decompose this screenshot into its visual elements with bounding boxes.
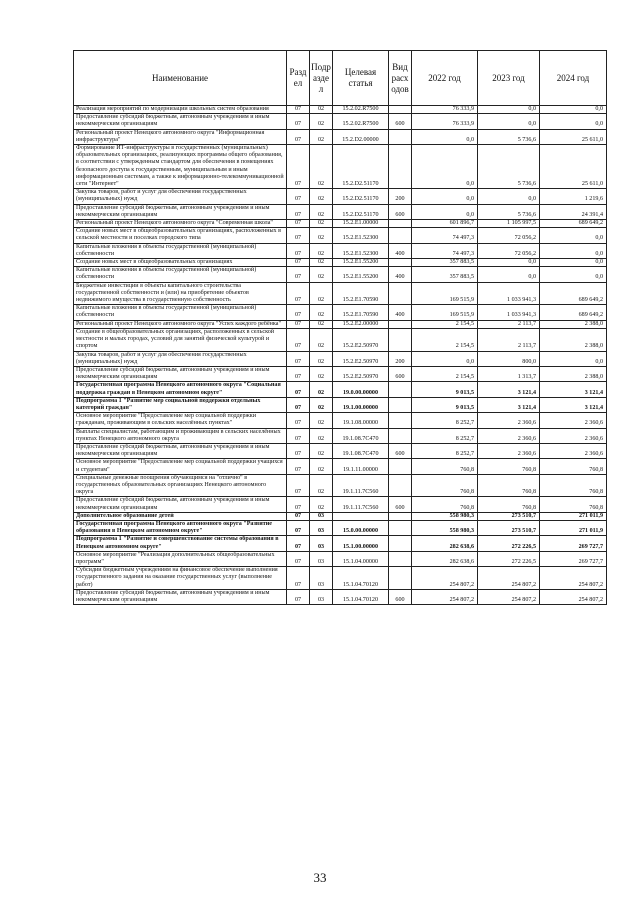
cell-podrazdel: 02 (310, 320, 333, 328)
cell-2023: 272 226,5 (478, 551, 540, 566)
cell-2023: 760,8 (478, 474, 540, 497)
table-row (74, 382, 607, 397)
cell-name: Основное мероприятие "Предоставление мер социальной поддержки гражданам, проживающим в сельских населённых пунктах" (74, 413, 287, 428)
cell-target: 19.1.00.00000 (333, 397, 389, 412)
cell-target: 15.2.D2.51170 (333, 204, 389, 219)
cell-target: 19.1.08.7С470 (333, 443, 389, 458)
cell-2024: 3 121,4 (540, 382, 607, 397)
cell-name: Предоставление субсидий бюджетным, автономным учреждениям и иным некоммерческим организациям (74, 497, 287, 512)
cell-target: 15.0.00.00000 (333, 520, 389, 535)
table-row (74, 114, 607, 129)
cell-2023: 1 033 941,3 (478, 305, 540, 320)
cell-podrazdel: 02 (310, 443, 333, 458)
cell-vid: 600 (389, 443, 412, 458)
cell-razdel: 07 (287, 259, 310, 267)
cell-podrazdel: 02 (310, 497, 333, 512)
cell-vid (389, 228, 412, 243)
cell-2023: 254 807,2 (478, 567, 540, 590)
cell-podrazdel: 02 (310, 114, 333, 129)
cell-vid (389, 328, 412, 351)
cell-2022: 254 807,2 (412, 567, 478, 590)
cell-target: 15.2.E2.50970 (333, 366, 389, 381)
cell-2023: 3 121,4 (478, 397, 540, 412)
cell-2024: 3 121,4 (540, 397, 607, 412)
cell-razdel: 07 (287, 589, 310, 604)
cell-2024: 1 219,6 (540, 189, 607, 204)
cell-vid (389, 413, 412, 428)
cell-name: Предоставление субсидий бюджетным, автономным учреждениям и иным некоммерческим организациям (74, 443, 287, 458)
cell-podrazdel: 03 (310, 520, 333, 535)
cell-podrazdel: 02 (310, 267, 333, 282)
cell-razdel: 07 (287, 428, 310, 443)
cell-vid (389, 145, 412, 189)
cell-target: 15.1.04.70120 (333, 589, 389, 604)
cell-razdel: 07 (287, 567, 310, 590)
cell-podrazdel: 02 (310, 129, 333, 144)
cell-podrazdel: 03 (310, 536, 333, 551)
cell-2022: 254 807,2 (412, 589, 478, 604)
cell-vid (389, 382, 412, 397)
cell-razdel: 07 (287, 282, 310, 305)
cell-target: 15.2.D2.00000 (333, 129, 389, 144)
cell-target: 15.2.E1.00000 (333, 220, 389, 228)
cell-2024: 0,0 (540, 243, 607, 258)
cell-2024: 689 649,2 (540, 282, 607, 305)
header-vid: Вид расх одов (389, 51, 412, 106)
cell-name: Региональный проект Ненецкого автономного округа "Успех каждого ребёнка" (74, 320, 287, 328)
cell-2022: 0,0 (412, 351, 478, 366)
cell-podrazdel: 02 (310, 397, 333, 412)
cell-vid (389, 536, 412, 551)
cell-podrazdel: 03 (310, 567, 333, 590)
cell-2024: 0,0 (540, 106, 607, 114)
cell-razdel: 07 (287, 129, 310, 144)
header-target: Целевая статья (333, 51, 389, 106)
cell-vid: 600 (389, 204, 412, 219)
cell-2024: 24 391,4 (540, 204, 607, 219)
cell-name: Основное мероприятие "Предоставление мер социальной поддержки учащихся и студентам" (74, 459, 287, 474)
cell-name: Подпрограмма 1 "Развитие и совершенствование системы образования в Ненецком автономном округе" (74, 536, 287, 551)
cell-razdel: 07 (287, 512, 310, 520)
cell-podrazdel: 02 (310, 351, 333, 366)
cell-podrazdel: 02 (310, 204, 333, 219)
cell-name: Основное мероприятие "Реализация дополнительных общеобразовательных программ" (74, 551, 287, 566)
cell-name: Предоставление субсидий бюджетным, автономным учреждениям и иным некоммерческим организациям (74, 114, 287, 129)
cell-2024: 760,8 (540, 459, 607, 474)
cell-2024: 2 388,0 (540, 328, 607, 351)
cell-name: Создание новых мест в общеобразовательных организациях (74, 259, 287, 267)
cell-2023: 0,0 (478, 106, 540, 114)
cell-razdel: 07 (287, 204, 310, 219)
cell-name: Формирование ИТ-инфраструктуры в государственных (муниципальных) образовательных организациях, реализующих программы общего образования, в соответствии с утвержденным стандартом для обеспечения в помещениях безопасного доступа к государственным, муниципальным и иным информационным системам, а также к информационно-телекоммуникационной сети "Интернет" (74, 145, 287, 189)
cell-target: 15.2.02.R7500 (333, 114, 389, 129)
cell-2024: 269 727,7 (540, 551, 607, 566)
table-row (74, 189, 607, 204)
cell-target: 15.1.00.00000 (333, 536, 389, 551)
table-row (74, 305, 607, 320)
table-row (74, 129, 607, 144)
cell-name: Создание в общеобразовательных организациях, расположенных в сельской местности и малых городах, условий для занятий физической культурой и спортом (74, 328, 287, 351)
cell-name: Государственная программа Ненецкого автономного округа "Развитие образования в Ненецком автономном округе" (74, 520, 287, 535)
cell-vid (389, 474, 412, 497)
cell-target: 15.2.D2.51170 (333, 145, 389, 189)
cell-2024: 254 807,2 (540, 567, 607, 590)
table-row (74, 228, 607, 243)
cell-razdel: 07 (287, 267, 310, 282)
cell-razdel: 07 (287, 328, 310, 351)
cell-2023: 0,0 (478, 189, 540, 204)
cell-2022: 169 515,9 (412, 305, 478, 320)
cell-vid: 200 (389, 189, 412, 204)
table-row (74, 145, 607, 189)
cell-name: Капитальные вложения в объекты государственной (муниципальной) собственности (74, 243, 287, 258)
cell-podrazdel: 02 (310, 328, 333, 351)
cell-name: Закупка товаров, работ и услуг для обеспечения государственных (муниципальных) нужд (74, 189, 287, 204)
cell-podrazdel: 02 (310, 145, 333, 189)
table-row (74, 443, 607, 458)
cell-target: 15.2.E1.55200 (333, 267, 389, 282)
cell-2023: 254 807,2 (478, 589, 540, 604)
cell-razdel: 07 (287, 443, 310, 458)
cell-podrazdel: 02 (310, 259, 333, 267)
cell-2022: 282 638,6 (412, 536, 478, 551)
cell-2022: 74 497,3 (412, 228, 478, 243)
cell-2023: 5 736,6 (478, 204, 540, 219)
cell-2023: 800,0 (478, 351, 540, 366)
cell-podrazdel: 02 (310, 305, 333, 320)
cell-razdel: 07 (287, 459, 310, 474)
table-row (74, 497, 607, 512)
cell-name: Государственная программа Ненецкого автономного округа "Социальная поддержка граждан в Ненецком автономном округе" (74, 382, 287, 397)
cell-razdel: 07 (287, 243, 310, 258)
cell-vid (389, 520, 412, 535)
cell-2022: 2 154,5 (412, 366, 478, 381)
cell-razdel: 07 (287, 305, 310, 320)
cell-2022: 760,8 (412, 459, 478, 474)
cell-name: Специальные денежные поощрения обучающимся на "отлично" в государственных образовательных организациях Ненецкого автономного округа (74, 474, 287, 497)
cell-target: 15.1.04.00000 (333, 551, 389, 566)
cell-podrazdel: 02 (310, 366, 333, 381)
cell-2022: 0,0 (412, 129, 478, 144)
cell-razdel: 07 (287, 189, 310, 204)
table-body (74, 106, 607, 605)
cell-podrazdel: 02 (310, 189, 333, 204)
table-row (74, 474, 607, 497)
table-row (74, 428, 607, 443)
cell-2022: 558 980,3 (412, 512, 478, 520)
table-row (74, 459, 607, 474)
cell-name: Капитальные вложения в объекты государственной (муниципальной) собственности (74, 267, 287, 282)
cell-razdel: 07 (287, 497, 310, 512)
budget-table (73, 50, 607, 605)
cell-2022: 76 333,9 (412, 114, 478, 129)
cell-target: 15.2.E1.70590 (333, 305, 389, 320)
cell-2023: 2 113,7 (478, 320, 540, 328)
page-number: 33 (313, 870, 327, 885)
cell-2024: 689 649,2 (540, 305, 607, 320)
cell-target: 15.2.E1.55200 (333, 259, 389, 267)
cell-2022: 2 154,5 (412, 328, 478, 351)
cell-name: Подпрограмма 1 "Развитие мер социальной поддержки отдельных категорий граждан" (74, 397, 287, 412)
cell-2022: 9 013,5 (412, 382, 478, 397)
cell-target: 15.2.02.R7500 (333, 106, 389, 114)
cell-target: 19.1.11.00000 (333, 459, 389, 474)
cell-vid (389, 259, 412, 267)
cell-podrazdel: 02 (310, 243, 333, 258)
cell-target: 15.2.E1.70590 (333, 282, 389, 305)
cell-name: Региональный проект Ненецкого автономного округа "Информационная инфраструктура" (74, 129, 287, 144)
cell-name: Выплаты специалистам, работающим и проживающим в сельских населённых пунктах Ненецкого автономного округа (74, 428, 287, 443)
cell-target: 19.1.08.7С470 (333, 428, 389, 443)
cell-vid: 200 (389, 351, 412, 366)
header-2023: 2023 год (478, 51, 540, 106)
cell-razdel: 07 (287, 382, 310, 397)
cell-2024: 271 011,9 (540, 520, 607, 535)
cell-razdel: 07 (287, 106, 310, 114)
cell-vid (389, 512, 412, 520)
cell-2022: 760,8 (412, 474, 478, 497)
cell-target: 15.2.D2.51170 (333, 189, 389, 204)
cell-name: Реализация мероприятий по модернизации школьных систем образования (74, 106, 287, 114)
cell-2023: 1 105 997,5 (478, 220, 540, 228)
table-row (74, 536, 607, 551)
cell-2024: 2 360,6 (540, 428, 607, 443)
cell-2022: 8 252,7 (412, 443, 478, 458)
cell-vid (389, 220, 412, 228)
cell-name: Капитальные вложения в объекты государственной (муниципальной) собственности (74, 305, 287, 320)
cell-2023: 273 510,7 (478, 520, 540, 535)
cell-2022: 8 252,7 (412, 413, 478, 428)
cell-razdel: 07 (287, 474, 310, 497)
cell-vid: 400 (389, 243, 412, 258)
cell-target: 19.1.11.7С560 (333, 474, 389, 497)
cell-vid: 600 (389, 366, 412, 381)
cell-podrazdel: 03 (310, 512, 333, 520)
cell-2024: 2 388,0 (540, 320, 607, 328)
cell-2024: 0,0 (540, 351, 607, 366)
cell-2022: 0,0 (412, 204, 478, 219)
cell-2023: 72 056,2 (478, 243, 540, 258)
cell-vid (389, 567, 412, 590)
cell-vid (389, 428, 412, 443)
cell-podrazdel: 03 (310, 589, 333, 604)
cell-2023: 0,0 (478, 114, 540, 129)
table-row (74, 328, 607, 351)
cell-2023: 2 360,6 (478, 443, 540, 458)
cell-name: Предоставление субсидий бюджетным, автономным учреждениям и иным некоммерческим организациям (74, 366, 287, 381)
cell-razdel: 07 (287, 366, 310, 381)
cell-razdel: 07 (287, 220, 310, 228)
cell-razdel: 07 (287, 397, 310, 412)
cell-target: 15.2.E1.52300 (333, 243, 389, 258)
cell-2023: 272 226,5 (478, 536, 540, 551)
cell-name: Закупка товаров, работ и услуг для обеспечения государственных (муниципальных) нужд (74, 351, 287, 366)
table-header-row (74, 51, 607, 106)
cell-razdel: 07 (287, 351, 310, 366)
table-row (74, 551, 607, 566)
cell-2022: 9 013,5 (412, 397, 478, 412)
cell-2023: 0,0 (478, 259, 540, 267)
cell-2022: 357 883,5 (412, 267, 478, 282)
table-row (74, 259, 607, 267)
cell-2022: 760,8 (412, 497, 478, 512)
cell-name: Предоставление субсидий бюджетным, автономным учреждениям и иным некоммерческим организациям (74, 589, 287, 604)
cell-razdel: 07 (287, 228, 310, 243)
cell-2022: 0,0 (412, 145, 478, 189)
cell-2023: 2 360,6 (478, 428, 540, 443)
table-row (74, 567, 607, 590)
cell-2022: 169 515,9 (412, 282, 478, 305)
cell-podrazdel: 02 (310, 282, 333, 305)
table-row (74, 282, 607, 305)
cell-razdel: 07 (287, 536, 310, 551)
cell-name: Предоставление субсидий бюджетным, автономным учреждениям и иным некоммерческим организациям (74, 204, 287, 219)
cell-2023: 1 033 941,3 (478, 282, 540, 305)
cell-2023: 273 510,7 (478, 512, 540, 520)
table-row (74, 267, 607, 282)
cell-podrazdel: 02 (310, 413, 333, 428)
cell-2022: 357 883,5 (412, 259, 478, 267)
cell-2023: 72 056,2 (478, 228, 540, 243)
cell-name: Бюджетные инвестиции в объекты капитального строительства государственной собственности и (или) на приобретение объектов недвижимого имущества в государственную собственность (74, 282, 287, 305)
table-row (74, 106, 607, 114)
header-name: Наименование (74, 51, 287, 106)
cell-2022: 0,0 (412, 189, 478, 204)
cell-razdel: 07 (287, 551, 310, 566)
table-row (74, 512, 607, 520)
cell-name: Создание новых мест в общеобразовательных организациях, расположенных в сельской местности и поселках городского типа (74, 228, 287, 243)
cell-razdel: 07 (287, 114, 310, 129)
cell-vid: 600 (389, 497, 412, 512)
cell-target: 15.1.04.70120 (333, 567, 389, 590)
cell-podrazdel: 02 (310, 428, 333, 443)
cell-2024: 2 360,6 (540, 413, 607, 428)
table-row (74, 366, 607, 381)
cell-2023: 760,8 (478, 497, 540, 512)
cell-2024: 25 611,0 (540, 129, 607, 144)
cell-2023: 760,8 (478, 459, 540, 474)
cell-vid: 400 (389, 305, 412, 320)
cell-2024: 254 807,2 (540, 589, 607, 604)
cell-podrazdel: 02 (310, 474, 333, 497)
table-row (74, 204, 607, 219)
cell-2022: 558 980,3 (412, 520, 478, 535)
cell-2023: 2 360,6 (478, 413, 540, 428)
table-row (74, 243, 607, 258)
cell-vid (389, 129, 412, 144)
cell-razdel: 07 (287, 413, 310, 428)
cell-podrazdel: 02 (310, 106, 333, 114)
cell-2024: 271 011,9 (540, 512, 607, 520)
cell-name: Дополнительное образование детей (74, 512, 287, 520)
cell-2024: 760,8 (540, 474, 607, 497)
cell-vid: 400 (389, 267, 412, 282)
cell-podrazdel: 02 (310, 459, 333, 474)
cell-razdel: 07 (287, 520, 310, 535)
cell-target: 19.0.00.00000 (333, 382, 389, 397)
cell-podrazdel: 02 (310, 220, 333, 228)
cell-2024: 269 727,7 (540, 536, 607, 551)
cell-2022: 282 638,6 (412, 551, 478, 566)
cell-name: Субсидии бюджетным учреждениям на финансовое обеспечение выполнения государственного задания на оказание государственных услуг (выполнение работ) (74, 567, 287, 590)
cell-target (333, 512, 389, 520)
cell-2024: 2 388,0 (540, 366, 607, 381)
header-razdel: Разд ел (287, 51, 310, 106)
table-row (74, 413, 607, 428)
cell-podrazdel: 02 (310, 228, 333, 243)
cell-2023: 1 313,7 (478, 366, 540, 381)
table-row (74, 397, 607, 412)
cell-target: 19.1.08.00000 (333, 413, 389, 428)
cell-2022: 601 896,7 (412, 220, 478, 228)
cell-2023: 5 736,6 (478, 145, 540, 189)
cell-2022: 2 154,5 (412, 320, 478, 328)
cell-razdel: 07 (287, 145, 310, 189)
cell-2024: 25 611,0 (540, 145, 607, 189)
cell-target: 15.2.E2.50970 (333, 351, 389, 366)
table-row (74, 520, 607, 535)
header-2022: 2022 год (412, 51, 478, 106)
cell-2023: 2 113,7 (478, 328, 540, 351)
cell-2023: 0,0 (478, 267, 540, 282)
cell-2023: 3 121,4 (478, 382, 540, 397)
cell-vid: 600 (389, 589, 412, 604)
table-row (74, 320, 607, 328)
cell-name: Региональный проект Ненецкого автономного округа "Современная школа" (74, 220, 287, 228)
cell-podrazdel: 03 (310, 551, 333, 566)
cell-vid (389, 106, 412, 114)
cell-vid (389, 397, 412, 412)
cell-2024: 0,0 (540, 259, 607, 267)
cell-vid (389, 320, 412, 328)
cell-vid (389, 459, 412, 474)
table-row (74, 220, 607, 228)
header-podrazdel: Подр азде л (310, 51, 333, 106)
cell-2024: 0,0 (540, 267, 607, 282)
cell-target: 15.2.E2.00000 (333, 320, 389, 328)
cell-2022: 74 497,3 (412, 243, 478, 258)
cell-2024: 689 649,2 (540, 220, 607, 228)
cell-target: 15.2.E2.50970 (333, 328, 389, 351)
cell-2024: 2 360,6 (540, 443, 607, 458)
cell-2024: 760,8 (540, 497, 607, 512)
cell-target: 15.2.E1.52300 (333, 228, 389, 243)
cell-vid (389, 282, 412, 305)
cell-podrazdel: 02 (310, 382, 333, 397)
cell-razdel: 07 (287, 320, 310, 328)
cell-2022: 76 333,9 (412, 106, 478, 114)
table-row (74, 589, 607, 604)
header-2024: 2024 год (540, 51, 607, 106)
cell-2024: 0,0 (540, 114, 607, 129)
cell-target: 19.1.11.7С560 (333, 497, 389, 512)
cell-vid (389, 551, 412, 566)
cell-2022: 8 252,7 (412, 428, 478, 443)
cell-vid: 600 (389, 114, 412, 129)
cell-2023: 5 736,6 (478, 129, 540, 144)
cell-2024: 0,0 (540, 228, 607, 243)
table-row (74, 351, 607, 366)
